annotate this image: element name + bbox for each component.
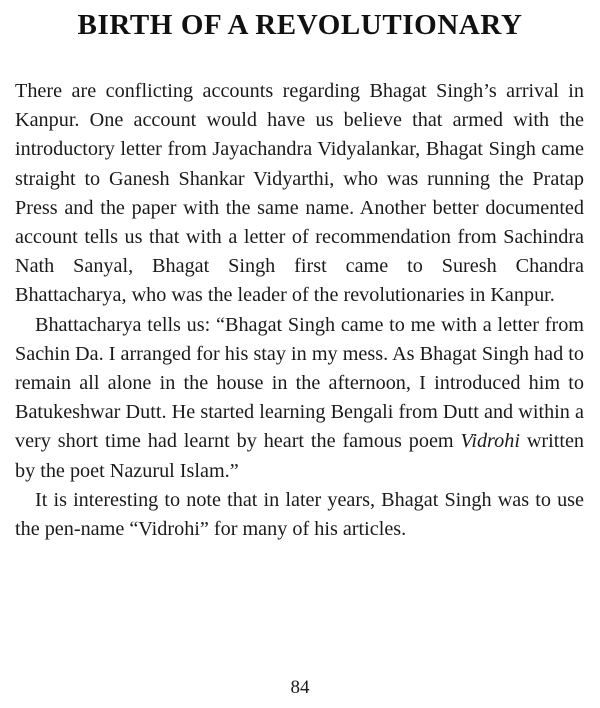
paragraph-1: There are conflicting accounts regarding Bhagat Singh’s arrival in Kanpur. One account would have us believe that armed with the introductory letter from Jayachandra Vidyalankar, Bhagat Singh came straight to Ganesh Shankar Vidyarthi, who was running the Pratap Press and the paper with the same name. Another better documented account tells us that with a letter of recommendation from Sachindra Nath Sanyal, Bhagat Singh first came to Suresh Chandra Bhattacharya, who was the leader of the revolutionaries in Kanpur. — [15, 80, 584, 307]
paragraph-2-text-end: written by the poet Nazurul Islam.” — [15, 430, 584, 482]
paragraph-2-text-start: Bhattacharya tells us: “Bhagat Singh came to me with a letter from Sachin Da. I arranged for his stay in my mess. As Bhagat Singh had to remain all alone in the house in the afternoon, I introduced him to Batukeshwar Dutt. He started learning Bengali from Dutt and within a very short time had learnt by heart the famous poem — [15, 313, 584, 453]
page-number: 84 — [290, 677, 310, 698]
paragraph-2 — [15, 311, 584, 486]
body-text — [15, 77, 584, 544]
paragraph-3: It is interesting to note that in later years, Bhagat Singh was to use the pen-name “Vidrohi” for many of his articles. — [15, 488, 584, 541]
chapter-title: BIRTH OF A REVOLUTIONARY — [77, 9, 523, 41]
poem-title: Vidrohi — [460, 430, 520, 453]
